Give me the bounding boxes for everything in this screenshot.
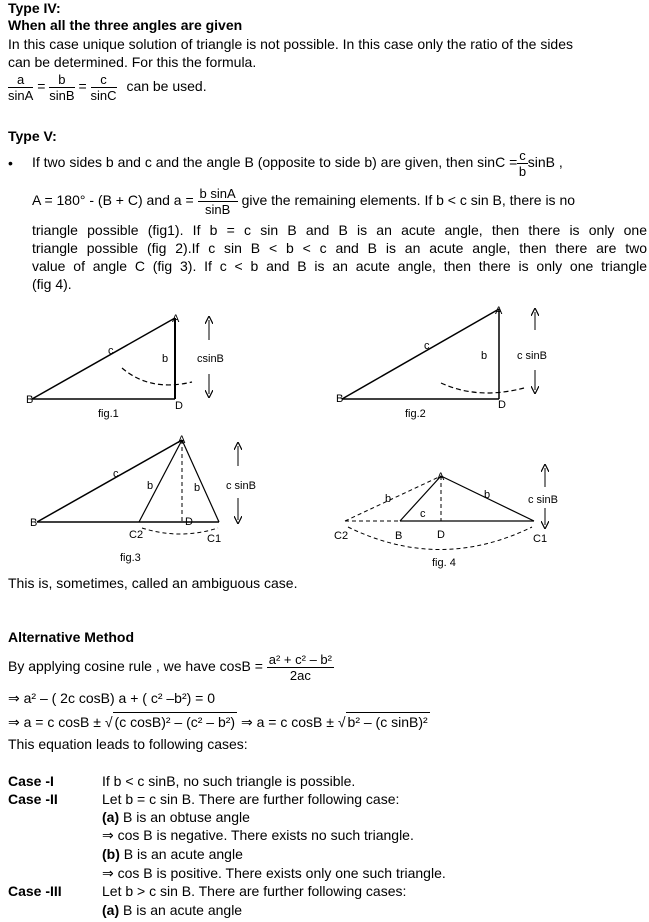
alt-line2: ⇒ a² – ( 2c cosB) a + ( c² –b²) = 0 (8, 690, 216, 706)
line2a: A = 180° - (B + C) and a = (32, 192, 194, 209)
label-C1: C1 (207, 533, 222, 545)
numerator: a² + c² – b² (268, 652, 332, 667)
denominator: sinA (8, 88, 34, 103)
figure-2 (336, 305, 547, 420)
alt-heading: Alternative Method (8, 629, 135, 645)
case-2b-marker: (b) (102, 846, 120, 862)
type4-subheading: When all the three angles are given (8, 17, 243, 33)
line1-text: If two sides b and c and the angle B (opposite to side b) are given, then (32, 154, 474, 171)
case-3-text: Let b > c sin B. There are further following cases: (102, 883, 407, 899)
label-b-left: b (147, 480, 154, 492)
case-3a (102, 901, 242, 919)
case-3a-marker: (a) (102, 902, 120, 918)
fraction-c-sinC (91, 72, 117, 103)
label-height: c sinB (528, 494, 558, 506)
cosine-rule-text: By applying cosine rule , we have cosB = (8, 658, 263, 675)
case-1-text: If b < c sinB, no such triangle is possible. (102, 773, 356, 789)
sqrt-sign: √ (104, 714, 113, 730)
label-C2: C2 (129, 529, 144, 541)
type5-line5: value of angle C (fig 3). If c < b and B is an acute angle, then there is only one triangle (32, 258, 647, 274)
fraction-a-sinA (8, 72, 33, 103)
type5-line2 (32, 186, 575, 217)
denominator: sinC (90, 88, 117, 103)
label-A: A (178, 434, 186, 446)
side-c (342, 309, 499, 399)
fig4-caption: fig. 4 (432, 557, 456, 569)
ambiguous-note: This is, sometimes, called an ambiguous case. (8, 575, 298, 591)
label-c: c (113, 468, 119, 480)
label-b-right: b (194, 482, 201, 494)
denominator: b (518, 164, 527, 179)
label-b-left: b (385, 493, 392, 505)
sqrt-sign: √ (337, 714, 346, 730)
case-2-text: Let b = c sin B. There are further following case: (102, 791, 400, 807)
type4-heading: Type IV: (8, 0, 61, 16)
arc (441, 383, 524, 393)
figure-1 (26, 313, 224, 420)
case-2-label: Case -II (8, 791, 58, 807)
numerator: c (91, 72, 117, 88)
type5-line3: triangle possible (fig1). If b = c sin B and B is an acute angle, then there is only one (32, 222, 647, 238)
label-b-right: b (484, 489, 491, 501)
numerator: b (49, 72, 74, 88)
type4-para1: In this case unique solution of triangle is not possible. In this case only the ratio of the sides (8, 36, 573, 52)
numerator: c (519, 148, 526, 163)
side-c (32, 318, 175, 399)
label-c: c (420, 508, 426, 520)
type5-line1 (32, 148, 563, 179)
root-2: b² – (c sinB)² (347, 714, 428, 730)
label-height: c sinB (226, 480, 256, 492)
triangle-figures (0, 300, 649, 575)
alt-line3 (8, 712, 430, 731)
equals: = (37, 78, 46, 95)
bullet: • (8, 155, 13, 171)
sine-rule-formula (8, 72, 207, 103)
label-D: D (175, 400, 183, 412)
formula-tail: can be used. (126, 78, 207, 95)
case-2a-result: ⇒ cos B is negative. There exists no such triangle. (102, 827, 414, 843)
fraction-cosB (267, 652, 334, 683)
label-A: A (495, 305, 503, 317)
type4-para2: can be determined. For this the formula. (8, 54, 257, 70)
figure-3 (30, 434, 256, 564)
label-B: B (26, 394, 34, 406)
type5-heading: Type V: (8, 128, 57, 144)
case-2a-text: B is an obtuse angle (119, 809, 250, 825)
case-2b (102, 845, 243, 863)
label-A: A (437, 471, 445, 483)
label-D: D (185, 516, 193, 528)
arc (122, 368, 192, 385)
root-1: (c cosB)² – (c² – b²) (114, 714, 236, 730)
label-D: D (437, 529, 445, 541)
case-3-label: Case -III (8, 883, 62, 899)
label-B: B (336, 393, 344, 405)
label-B: B (395, 530, 403, 542)
case-2a-marker: (a) (102, 809, 120, 825)
case-2b-result: ⇒ cos B is positive. There exists only one such triangle. (102, 865, 446, 881)
fig1-caption: fig.1 (98, 408, 119, 420)
case-2a (102, 808, 250, 826)
label-C1: C1 (533, 533, 548, 545)
type5-line4: triangle possible (fig 2).If c sin B < b < c and B is an acute angle, then there are two (32, 240, 647, 256)
label-B: B (30, 517, 38, 529)
side-b-dashed (345, 476, 441, 521)
case-2b-text: B is an acute angle (119, 846, 243, 862)
label-C2: C2 (334, 530, 349, 542)
fraction-b-sinB (49, 72, 74, 103)
label-c: c (424, 340, 430, 352)
figure-4 (334, 468, 558, 569)
numerator: a (8, 72, 33, 88)
label-c: c (108, 345, 114, 357)
fraction-bsinA-sinB (198, 186, 238, 217)
alt-line4: This equation leads to following cases: (8, 736, 248, 752)
label-A: A (172, 313, 180, 325)
sinC-label: sinC = (477, 154, 518, 171)
label-D: D (498, 399, 506, 411)
alt-line1 (8, 652, 334, 683)
fraction-c-b (517, 148, 528, 179)
numerator: b sinA (199, 186, 236, 201)
root-lhs-2: ⇒ a = c cosB ± (241, 714, 334, 730)
root-lhs: ⇒ a = c cosB ± (8, 714, 101, 730)
denominator: sinB (204, 202, 231, 217)
denominator: sinB (49, 88, 75, 103)
fig2-caption: fig.2 (405, 408, 426, 420)
equals: = (78, 78, 87, 95)
sinB-label: sinB , (527, 154, 563, 171)
label-height: c sinB (517, 350, 547, 362)
type5-line6: (fig 4). (32, 276, 72, 292)
case-1-label: Case -I (8, 773, 54, 789)
line2b: give the remaining elements. If b < c sin B, there is no (241, 192, 576, 209)
side-b-C1 (182, 440, 219, 522)
label-b: b (162, 353, 169, 365)
case-3a-text: B is an acute angle (119, 902, 243, 918)
denominator: 2ac (289, 668, 311, 683)
label-b: b (481, 350, 488, 362)
fig3-caption: fig.3 (120, 552, 141, 564)
label-height: csinB (197, 353, 224, 365)
